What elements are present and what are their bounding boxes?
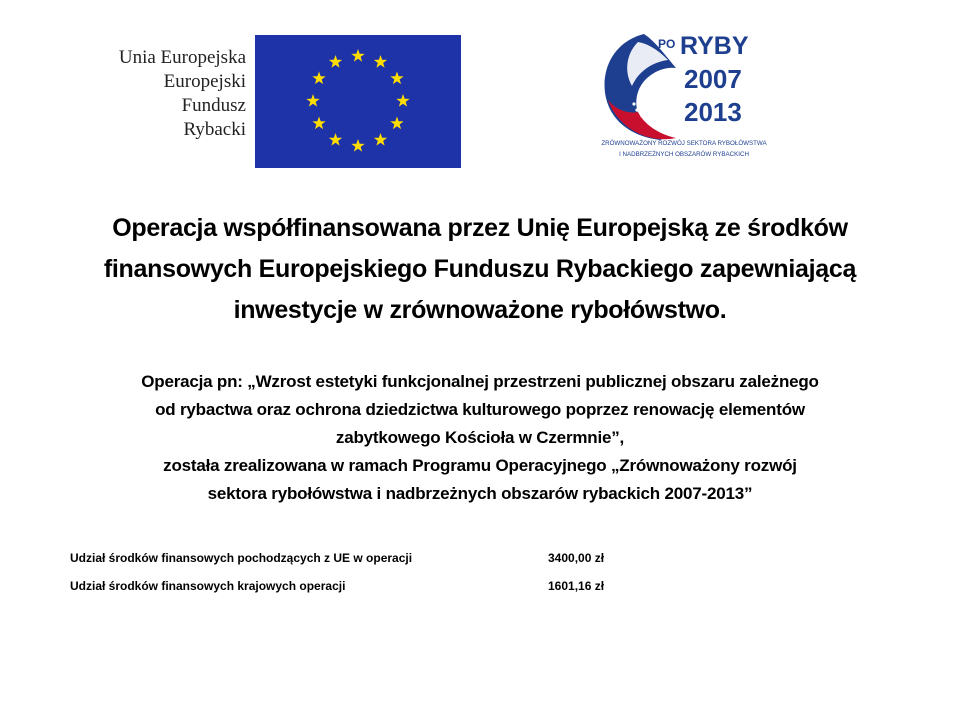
eu-flag-icon bbox=[255, 35, 461, 168]
po-ryby-logo bbox=[598, 28, 770, 170]
funding-label: Udział środków finansowych pochodzących z UE w operacji bbox=[70, 551, 413, 565]
operation-line: została zrealizowana w ramach Programu Operacyjnego „Zrównoważony rozwój bbox=[163, 456, 797, 475]
headline-line: inwestycje w zrównoważone rybołówstwo. bbox=[233, 296, 727, 324]
logo-year-start: 2007 bbox=[684, 64, 742, 94]
operation-line: Operacja pn: „Wzrost estetyki funkcjonalnej przestrzeni publicznej obszaru zależnego bbox=[141, 372, 819, 391]
headline-line: finansowych Europejskiego Funduszu Rybackiego zapewniającą bbox=[103, 255, 857, 283]
page-headline bbox=[40, 208, 920, 331]
funding-row-eu bbox=[70, 544, 668, 572]
logo-year-end: 2013 bbox=[684, 97, 742, 127]
headline-line: Operacja współfinansowana przez Unię Europejską ze środków bbox=[112, 214, 848, 242]
logo-tagline-2: I NADBRZEŻNYCH OBSZARÓW RYBACKICH bbox=[619, 151, 749, 158]
eu-fund-name bbox=[86, 46, 246, 142]
eu-fund-line: Fundusz bbox=[181, 95, 246, 116]
operation-line: zabytkowego Kościoła w Czermnie”, bbox=[335, 428, 625, 447]
logo-tagline-1: ZRÓWNOWAŻONY ROZWÓJ SEKTORA RYBOŁÓWSTWA bbox=[601, 140, 767, 147]
operation-line: od rybactwa oraz ochrona dziedzictwa kulturowego poprzez renowację elementów bbox=[155, 400, 805, 419]
eu-fund-line: Unia Europejska bbox=[118, 47, 246, 68]
operation-line: sektora rybołówstwa i nadbrzeżnych obszarów rybackich 2007-2013” bbox=[207, 484, 753, 503]
operation-description bbox=[40, 368, 920, 508]
funding-label: Udział środków finansowych krajowych operacji bbox=[70, 579, 346, 593]
funding-amount: 3400,00 zł bbox=[548, 551, 605, 565]
funding-amount: 1601,16 zł bbox=[548, 579, 605, 593]
logo-prefix: PO bbox=[658, 37, 676, 51]
logo-name: RYBY bbox=[680, 32, 749, 60]
eu-fund-line: Rybacki bbox=[183, 119, 246, 140]
funding-row-national bbox=[70, 572, 668, 600]
eu-fund-line: Europejski bbox=[163, 71, 246, 92]
funding-table bbox=[70, 544, 668, 600]
